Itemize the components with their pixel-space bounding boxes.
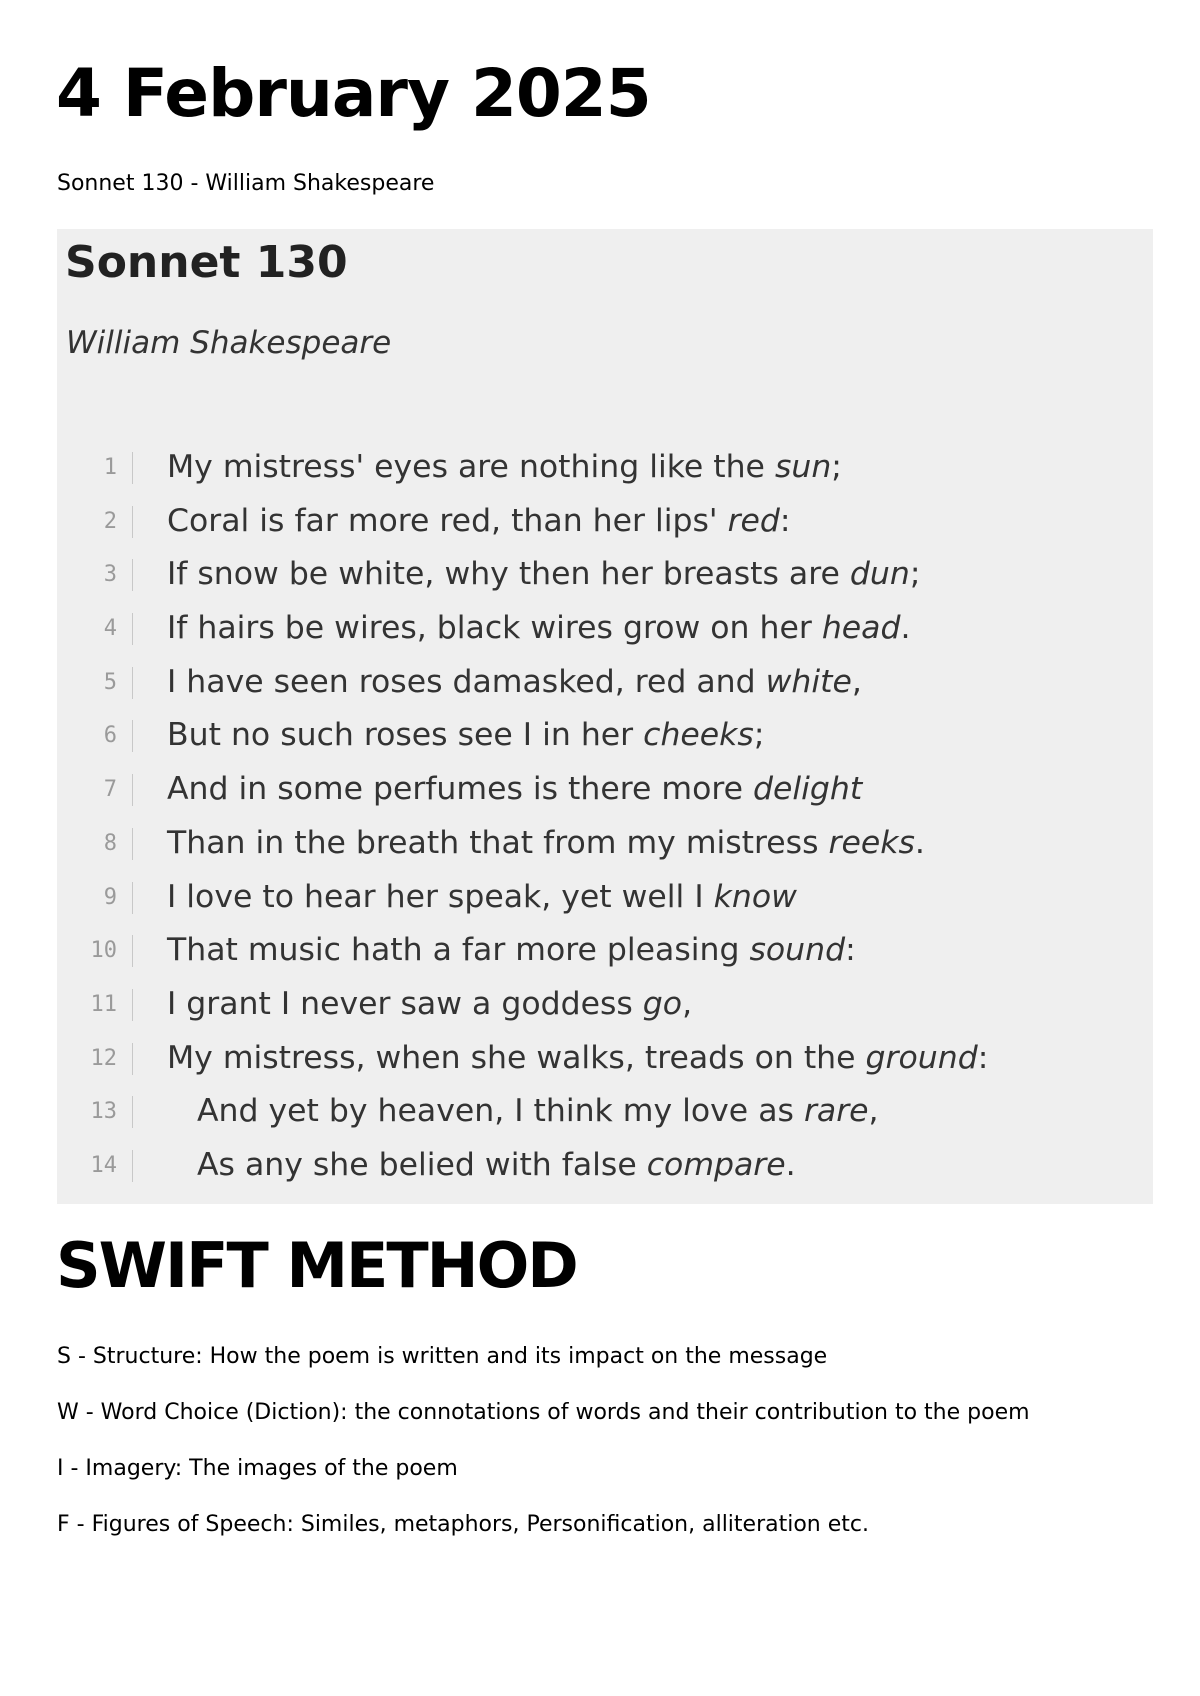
line-separator (132, 1043, 133, 1075)
line-punctuation: , (851, 663, 862, 700)
line-punctuation: . (914, 824, 925, 861)
line-end-word: head (821, 610, 901, 647)
swift-items (57, 1340, 1157, 1564)
line-separator (132, 989, 133, 1021)
line-end-word: sun (774, 449, 832, 485)
poem-box (57, 229, 1153, 1204)
poem-line (57, 924, 1153, 978)
poem-line (57, 817, 1153, 871)
line-punctuation: , (868, 1093, 879, 1130)
line-punctuation: ; (909, 556, 921, 593)
line-text (167, 1032, 988, 1086)
poem-title: Sonnet 130 (65, 237, 348, 288)
poem-line (57, 441, 1153, 495)
line-punctuation: : (779, 502, 791, 539)
line-number: 14 (90, 1152, 117, 1178)
line-number: 13 (90, 1099, 117, 1125)
poem-line (57, 602, 1153, 656)
line-text (167, 924, 856, 978)
line-body: And yet by heaven, I think my love as (197, 1093, 804, 1130)
poem-line (57, 763, 1153, 817)
line-number: 4 (103, 616, 117, 642)
poem-line (57, 1085, 1153, 1139)
line-end-word: rare (803, 1093, 869, 1130)
swift-heading: SWIFT METHOD (56, 1229, 577, 1302)
line-text (167, 602, 911, 656)
line-number: 10 (90, 938, 117, 964)
line-separator (132, 828, 133, 860)
line-end-word: go (642, 985, 683, 1022)
line-punctuation: . (785, 1146, 796, 1183)
line-end-word: ground (865, 1039, 978, 1076)
line-separator (132, 452, 133, 484)
poem-author: William Shakespeare (66, 325, 392, 361)
line-number: 5 (103, 669, 117, 695)
line-punctuation: ; (831, 449, 842, 485)
line-body: I love to hear her speak, yet well I (167, 878, 714, 915)
line-body: If snow be white, why then her breasts are (167, 556, 850, 593)
line-punctuation: . (900, 610, 911, 647)
line-text (167, 441, 842, 495)
line-body: As any she belied with false (197, 1146, 647, 1183)
line-end-word: delight (753, 771, 863, 808)
line-punctuation: : (977, 1039, 989, 1076)
line-text (197, 1139, 796, 1193)
swift-item: W - Word Choice (Diction): the connotations of words and their contribution to the poem (57, 1400, 1030, 1425)
line-text (167, 548, 920, 602)
line-end-word: white (765, 663, 852, 700)
swift-item: I - Imagery: The images of the poem (57, 1456, 458, 1481)
page-subtitle: Sonnet 130 - William Shakespeare (57, 171, 435, 196)
line-separator (132, 506, 133, 538)
line-end-word: sound (749, 932, 846, 969)
line-end-word: dun (849, 556, 910, 593)
line-body: Than in the breath that from my mistress (167, 824, 829, 861)
line-end-word: know (713, 878, 797, 915)
line-body: If hairs be wires, black wires grow on her (167, 610, 822, 647)
line-body: I have seen roses damasked, red and (167, 663, 766, 700)
line-number: 1 (103, 455, 117, 480)
poem-line (57, 978, 1153, 1032)
line-text (167, 871, 797, 925)
line-separator (132, 935, 133, 967)
line-number: 11 (90, 991, 117, 1017)
line-body: I grant I never saw a goddess (167, 985, 643, 1022)
line-separator (132, 1096, 133, 1128)
line-body: My mistress' eyes are nothing like the (167, 449, 775, 485)
swift-item: S - Structure: How the poem is written and its impact on the message (57, 1344, 828, 1369)
line-text (167, 656, 862, 710)
line-number: 9 (103, 884, 117, 910)
line-text (167, 978, 692, 1032)
line-end-word: compare (646, 1146, 786, 1183)
poem-line (57, 656, 1153, 710)
line-body: But no such roses see I in her (167, 717, 644, 754)
line-text (167, 763, 862, 817)
poem-line (57, 1139, 1153, 1193)
line-separator (132, 613, 133, 645)
line-separator (132, 1150, 133, 1182)
poem-line (57, 548, 1153, 602)
line-punctuation: : (845, 932, 856, 969)
line-body: My mistress, when she walks, treads on the (167, 1039, 866, 1076)
swift-item: F - Figures of Speech: Similes, metaphors, Personification, alliteration etc. (57, 1512, 869, 1537)
line-separator (132, 667, 133, 699)
line-number: 12 (90, 1045, 117, 1071)
line-text (197, 1085, 879, 1139)
line-number: 7 (103, 777, 117, 803)
poem-line (57, 1032, 1153, 1086)
line-body: Coral is far more red, than her lips' (167, 502, 728, 539)
line-text (167, 495, 791, 549)
line-text (167, 817, 925, 871)
line-number: 8 (103, 830, 117, 856)
line-separator (132, 559, 133, 591)
line-separator (132, 882, 133, 914)
line-punctuation: ; (753, 717, 765, 754)
poem-lines (57, 441, 1153, 1193)
poem-line (57, 495, 1153, 549)
line-punctuation: , (682, 985, 693, 1022)
poem-line (57, 709, 1153, 763)
line-number: 3 (103, 562, 117, 588)
line-separator (132, 720, 133, 752)
line-separator (132, 774, 133, 806)
line-end-word: reeks (828, 824, 915, 861)
line-number: 2 (103, 508, 117, 534)
line-end-word: cheeks (643, 717, 754, 754)
page-title: 4 February 2025 (56, 55, 651, 132)
line-body: And in some perfumes is there more (167, 771, 754, 808)
line-number: 6 (103, 723, 117, 749)
line-body: That music hath a far more pleasing (167, 932, 750, 969)
line-end-word: red (727, 502, 780, 539)
line-text (167, 709, 764, 763)
poem-line (57, 871, 1153, 925)
